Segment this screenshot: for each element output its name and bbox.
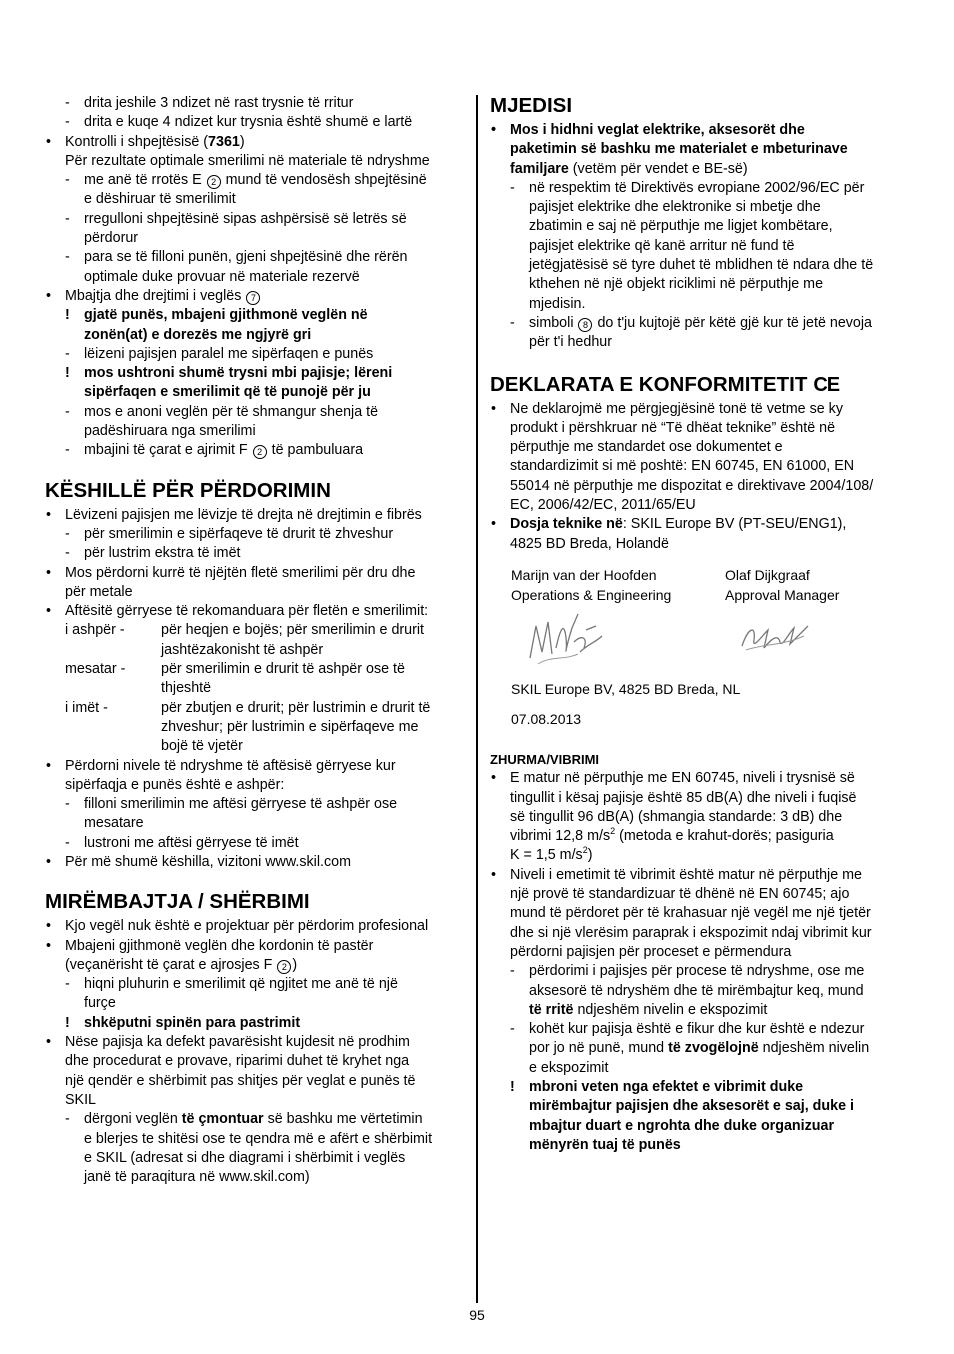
text-line: zbatimin e saj në përputhje me ligjet kombëtare,: [529, 218, 833, 235]
text-line: përdorni pajisjen për proceset e përmendura: [510, 943, 792, 960]
declaration-date: 07.08.2013: [511, 710, 582, 727]
signatory-1-name: Marijn van der Hoofden: [511, 566, 657, 583]
grit-row: thjeshtë: [161, 680, 212, 697]
text-line: përdorur: [84, 230, 139, 247]
text-line: e blerjes te shitësi ose te qendra më e afërt e shërbimit: [84, 1130, 433, 1147]
text-line: pajisjet elektrike që kanë arritur në fund të: [529, 237, 795, 254]
list-item: - mbajini të çarat e ajrimit F 2 të pambuluara: [45, 441, 470, 460]
list-item: - dërgoni veglën të çmontuar së bashku me vërtetimin: [45, 1110, 470, 1129]
list-item: • Mbajtja dhe drejtimi i veglës 7: [45, 287, 470, 306]
grit-row: bojë të vjetër: [161, 738, 243, 755]
list-item: • Aftësitë gërryese të rekomanduara për fletën e smerilimit:: [45, 602, 470, 621]
warning-item: ! mbroni veten nga efektet e vibrimit duke: [490, 1078, 915, 1097]
text-line: 55014 në përputhje me dispozitat e direktivave 2004/108/: [510, 477, 874, 494]
text-line: produkt i përshkruar në “Të dhëat teknike” është në: [510, 419, 836, 436]
text-line: Për rezultate optimale smerilimi në materiale të ndryshme: [65, 152, 430, 169]
text-line: mesatare: [84, 815, 144, 832]
warning-item: ! shkëputni spinën para pastrimit: [45, 1014, 470, 1033]
text-line: sipërfaqja e punës është e ashpër:: [65, 776, 285, 793]
circled-number-7: 7: [246, 291, 260, 305]
list-item: • Kjo vegël nuk është e projektuar për përdorim profesional: [45, 917, 470, 936]
warning-item: ! gjatë punës, mbajeni gjithmonë veglën në: [45, 306, 470, 325]
list-item: - rregulloni shpejtësinë sipas ashpërsisë së letrës së: [45, 210, 470, 229]
list-item: - hiqni pluhurin e smerilimit që ngjitet me anë të një: [45, 975, 470, 994]
grit-term: i ashpër -: [65, 622, 125, 639]
list-item: - filloni smerilimin me aftësi gërryese të ashpër ose: [45, 795, 470, 814]
text-line: kthehen në një objekt riciklimi në përputhje me: [529, 276, 824, 293]
signature-1-icon: [526, 608, 606, 670]
right-column: [490, 94, 915, 1155]
list-item: - me anë të rrotës E 2 mund të vendosësh shpejtësinë: [45, 171, 470, 190]
grit-row: i imët - për zbutjen e drurit; për lustrimin e drurit të: [45, 699, 470, 718]
list-item: • Mbajeni gjithmonë veglën dhe kordonin të pastër: [45, 937, 470, 956]
text-line: një provë të standardizuar të dhënë në EN 60745; ajo: [510, 886, 850, 903]
page-number: 95: [469, 1307, 485, 1323]
text-line: familjare (vetëm për vendet e BE-së): [510, 160, 748, 177]
text-line: 4825 BD Breda, Holandë: [510, 535, 669, 552]
text-line: aksesorë të ndryshëm dhe të mirëmbajtur keq, mund: [529, 982, 864, 999]
text-line: pajisjet elektrike dhe elektronike si mbetje dhe: [529, 199, 821, 216]
signature-block: [490, 566, 915, 756]
list-item: • E matur në përputhje me EN 60745, niveli i trysnisë së: [490, 769, 915, 788]
list-item: • Lëvizeni pajisjen me lëvizje të drejta në drejtimin e fibrës: [45, 506, 470, 525]
section-heading-service: MIRËMBAJTJA / SHËRBIMI: [45, 890, 310, 914]
list-item: - lëizeni pajisjen paralel me sipërfaqen e punës: [45, 345, 470, 364]
text-line: jetëgjatësisë së tyre duhet të mblidhen të ndara dhe të: [529, 257, 874, 274]
list-item: - lustroni me aftësi gërryese të imët: [45, 834, 470, 853]
grit-term: i imët -: [65, 699, 108, 716]
column-divider: [476, 95, 478, 1303]
text-line: e dëshiruar të smerilimit: [84, 191, 236, 208]
grit-row: i ashpër - për heqjen e bojës; për smerilimin e drurit: [45, 621, 470, 640]
circled-number-2: 2: [253, 445, 267, 459]
text-line: një qendër e shërbimit pas shitjes për veglat e punës të: [65, 1072, 416, 1089]
text-line: mund të përdoret për të krahasuar një vegël me një tjetër: [510, 905, 871, 922]
model-code: 7361: [208, 133, 240, 150]
list-item: - simboli 8 do t'ju kujtojë për këtë gjë kur të jetë nevoja: [490, 314, 915, 333]
text-line: furçe: [84, 995, 116, 1012]
list-item: • Mos i hidhni veglat elektrike, aksesorët dhe: [490, 121, 915, 140]
list-item: • Ne deklarojmë me përgjegjësinë tonë të vetme se ky: [490, 400, 915, 419]
company-address: SKIL Europe BV, 4825 BD Breda, NL: [511, 680, 741, 697]
left-column: [45, 94, 470, 1187]
list-item: • Përdorni nivele të ndryshme të aftësisë gërryese kur: [45, 757, 470, 776]
text-line: vibrimi 12,8 $m/s^2$ (metoda e krahut-dorës; pasiguria: [510, 826, 834, 845]
text-line: dhe si një vlerësim paraprak i ekspozimit ndaj vibrimit kur: [510, 924, 872, 941]
text-line: mjedisin.: [529, 295, 586, 312]
text-line: përputhje me standardet ose dokumentet e: [510, 439, 783, 456]
list-item: • Niveli i emetimit të vibrimit është matur në përputhje me: [490, 866, 915, 885]
text-line: dhe procedurat e provave, riparimi duhet të kryhet nga: [65, 1053, 410, 1070]
text-line: (veçanërisht të çarat e ajrosjes F 2 ): [65, 956, 298, 973]
text-line: standardizimit si më poshtë: EN 60745, EN 61000, EN: [510, 458, 855, 475]
text-line: tingullit i kësaj pajisje është 85 dB(A) dhe niveli i fuqisë: [510, 789, 857, 806]
grit-row: mesatar - për smerilimin e drurit të ashpër ose të: [45, 660, 470, 679]
grit-term: mesatar -: [65, 661, 126, 678]
ce-mark-icon: CE: [813, 373, 840, 396]
signature-2-icon: [738, 616, 813, 656]
signatory-2-name: Olaf Dijkgraaf: [725, 566, 810, 583]
circled-number-8: 8: [578, 318, 592, 332]
list-item: • Dosja teknike në: SKIL Europe BV (PT-SEU/ENG1),: [490, 515, 915, 534]
list-item: - në respektim të Direktivës evropiane 2002/96/EC për: [490, 179, 915, 198]
warning-item: ! mos ushtroni shumë trysni mbi pajisje; lëreni: [45, 364, 470, 383]
section-heading-conformity: DEKLARATA E KONFORMITETIT CE: [490, 372, 840, 396]
list-item: • Nëse pajisja ka defekt pavarësisht kujdesit në prodhim: [45, 1033, 470, 1052]
list-item: - mos e anoni veglën për të shmangur shenja të: [45, 403, 470, 422]
text-line: të rritë ndjeshëm nivelin e ekspozimit: [529, 1001, 768, 1018]
list-item: - drita jeshile 3 ndizet në rast trysnie të rritur: [45, 94, 470, 113]
circled-number-2: 2: [207, 175, 221, 189]
text-line: sipërfaqen e smerilimit që të punojë për ju: [84, 384, 371, 401]
text-line: për t'i hedhur: [529, 334, 613, 351]
signatory-2-title: Approval Manager: [725, 586, 840, 603]
section-heading-environment: MJEDISI: [490, 94, 573, 117]
list-item: - para se të filloni punën, gjeni shpejtësinë dhe rërën: [45, 248, 470, 267]
text-line: por jo në punë, mund të zvogëlojnë ndjeshëm nivelin: [529, 1040, 870, 1057]
list-item: - drita e kuqe 4 ndizet kur trysnia është shumë e lartë: [45, 113, 470, 132]
text-line: mënyrën tuaj të punës: [529, 1136, 681, 1153]
text-line: EC, 2006/42/EC, 2011/65/EU: [510, 497, 696, 514]
text-line: mirëmbajtur pajisjen dhe aksesorët e saj, duke i: [529, 1098, 854, 1115]
text-line: për metale: [65, 583, 133, 600]
text-line: SKIL: [65, 1091, 96, 1108]
text-line: padëshiruara nga smerilimi: [84, 423, 256, 440]
list-item: • Kontrolli i shpejtësisë (7361): [45, 133, 470, 152]
text-line: optimale duke provuar në materiale rezervë: [84, 268, 360, 285]
list-item: - përdorimi i pajisjes për procese të ndryshme, ose me: [490, 962, 915, 981]
list-item: - kohët kur pajisja është e fikur dhe kur është e ndezur: [490, 1020, 915, 1039]
text-line: zonën(at) e dorezës me ngjyrë gri: [84, 326, 312, 343]
list-item: - për lustrim ekstra të imët: [45, 544, 470, 563]
text-line: së tingullit 96 dB(A) (shmangia standarde: 3 dB) dhe: [510, 808, 843, 825]
list-item: - për smerilimin e sipërfaqeve të drurit të zhveshur: [45, 525, 470, 544]
text-line: janë të paraqitura në www.skil.com): [84, 1169, 310, 1186]
section-heading-tips: KËSHILLË PËR PËRDORIMIN: [45, 478, 331, 502]
list-item: • Mos përdorni kurrë të njëjtën fletë smerilimi për dru dhe: [45, 564, 470, 583]
section-heading-noise: ZHURMA/VIBRIMI: [490, 751, 600, 767]
text-line: mbajtur duart e ngrohta dhe duke organizuar: [529, 1117, 835, 1134]
circled-number-2: 2: [277, 960, 291, 974]
list-item: • Për më shumë këshilla, vizitoni www.skil.com: [45, 853, 470, 872]
grit-row: jashtëzakonisht të ashpër: [161, 641, 324, 658]
grit-row: zhveshur; për lustrimin e sipërfaqeve me: [161, 718, 419, 735]
text-line: e ekspozimit: [529, 1059, 609, 1076]
text-line: K = 1,5 $m/s^2$): [510, 845, 593, 864]
text-line: e SKIL (adresat si dhe diagrami i shërbimit i veglës: [84, 1149, 406, 1166]
signatory-1-title: Operations & Engineering: [511, 586, 672, 603]
text-line: paketimin së bashku me materialet e mbeturinave: [510, 141, 848, 158]
